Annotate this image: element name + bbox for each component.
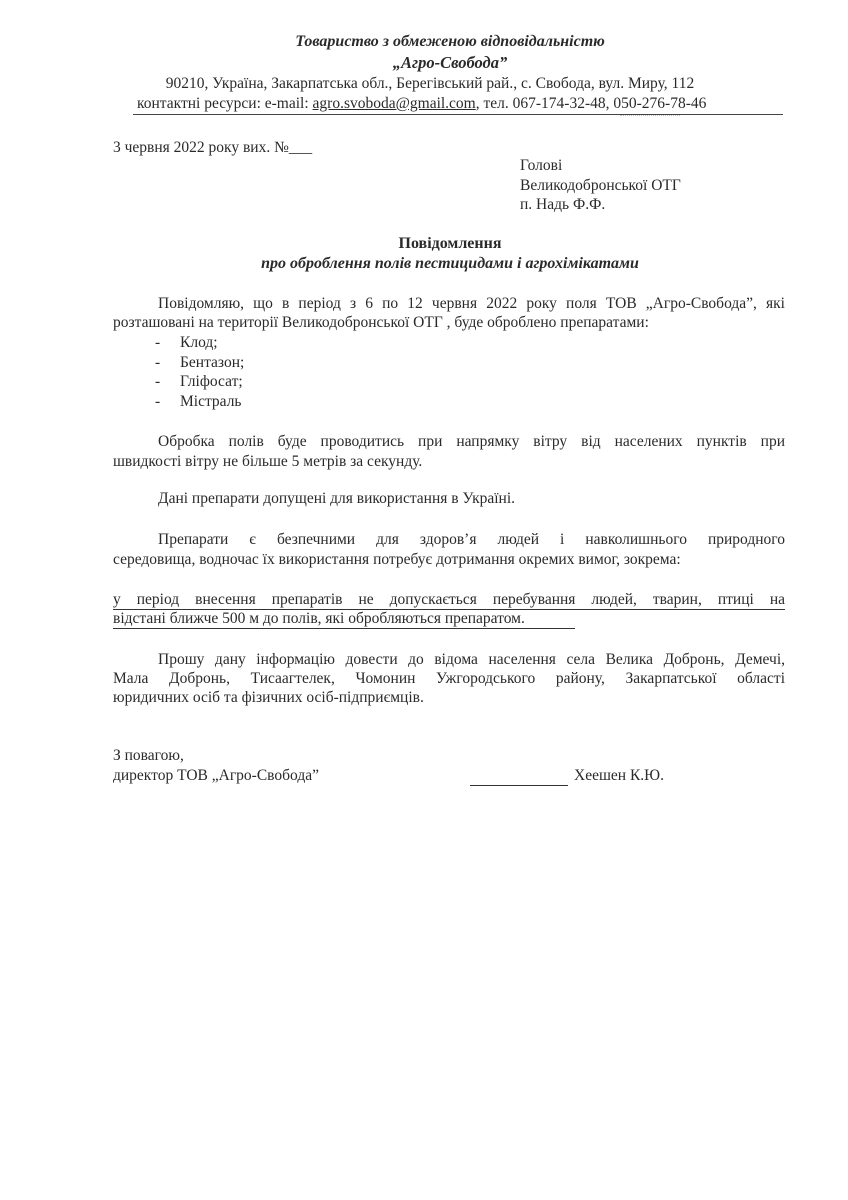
paragraph-1-line-1: Повідомляю, що в період з 6 по 12 червня 2022 року поля ТОВ „Агро-Свобода”, які [158, 295, 785, 312]
paragraph-6-line-3: юридичних осіб та фізичних осіб-підприємців. [113, 689, 424, 706]
contacts-prefix: контактні ресурси: e-mail: [137, 95, 313, 112]
signer-name: Хеешен К.Ю. [574, 767, 664, 784]
product-name: Клод; [180, 334, 218, 351]
company-name: „Агро-Свобода” [392, 53, 508, 72]
paragraph-6-line-1: Прошу дану інформацію довести до відома населення села Велика Добронь, Демечі, [158, 651, 785, 668]
signer-position: директор ТОВ „Агро-Свобода” [113, 767, 319, 784]
date-outgoing-number: 3 червня 2022 року вих. №___ [113, 139, 313, 156]
scan-artifact [620, 115, 680, 120]
email-link[interactable]: agro.svoboda@gmail.com [312, 95, 476, 112]
product-name: Гліфосат; [180, 373, 243, 390]
company-address: 90210, Україна, Закарпатська обл., Берегівський рай., с. Свобода, вул. Миру, 112 [165, 75, 695, 92]
list-dash: - [155, 334, 161, 351]
header-divider [133, 114, 783, 115]
product-name: Містраль [180, 392, 242, 410]
list-dash: - [155, 353, 161, 371]
paragraph-5-line-1: у період внесення препаратів не допускається перебування людей, тварин, птиці на [113, 591, 785, 608]
paragraph-5-line-2: відстані ближче 500 м до полів, які обробляються препаратом. [113, 610, 525, 627]
list-item [155, 392, 244, 412]
list-item [155, 333, 244, 353]
addressee-name: п. Надь Ф.Ф. [520, 196, 606, 213]
document-title: Повідомлення [398, 235, 502, 252]
closing-phrase: З повагою, [113, 747, 184, 764]
list-dash: - [155, 392, 161, 410]
list-item [155, 372, 244, 392]
paragraph-4-line-2: середовища, водночас їх використання потребує дотримання окремих вимог, зокрема: [113, 551, 681, 568]
products-list [155, 333, 244, 411]
company-legal-form: Товариство з обмеженою відповідальністю [295, 33, 605, 50]
list-item [155, 353, 244, 373]
paragraph-2-line-2: швидкості вітру не більше 5 метрів за секунду. [113, 453, 423, 470]
paragraph-6-line-2: Мала Добронь, Тисаагтелек, Чомонин Ужгородського району, Закарпатської області [113, 670, 785, 687]
product-name: Бентазон; [180, 353, 245, 371]
paragraph-3: Дані препарати допущені для використання в Україні. [158, 490, 516, 507]
signature-line [470, 785, 568, 786]
company-contacts [137, 95, 706, 113]
document-subtitle: про оброблення полів пестицидами і агрохімікатами [261, 255, 639, 272]
addressee-organization: Великодобронської ОТГ [520, 177, 681, 194]
paragraph-4-line-1: Препарати є безпечними для здоров’я людей і навколишнього природного [158, 531, 785, 548]
addressee-title: Голові [520, 157, 563, 174]
paragraph-1-line-2: розташовані на території Великодобронської ОТГ , буде оброблено препаратами: [113, 314, 649, 331]
contacts-suffix: , тел. 067-174-32-48, 050-276-78-46 [475, 95, 707, 112]
list-dash: - [155, 373, 161, 390]
paragraph-5-underline [113, 628, 575, 629]
paragraph-2-line-1: Обробка полів буде проводитись при напрямку вітру від населених пунктів при [158, 433, 785, 450]
